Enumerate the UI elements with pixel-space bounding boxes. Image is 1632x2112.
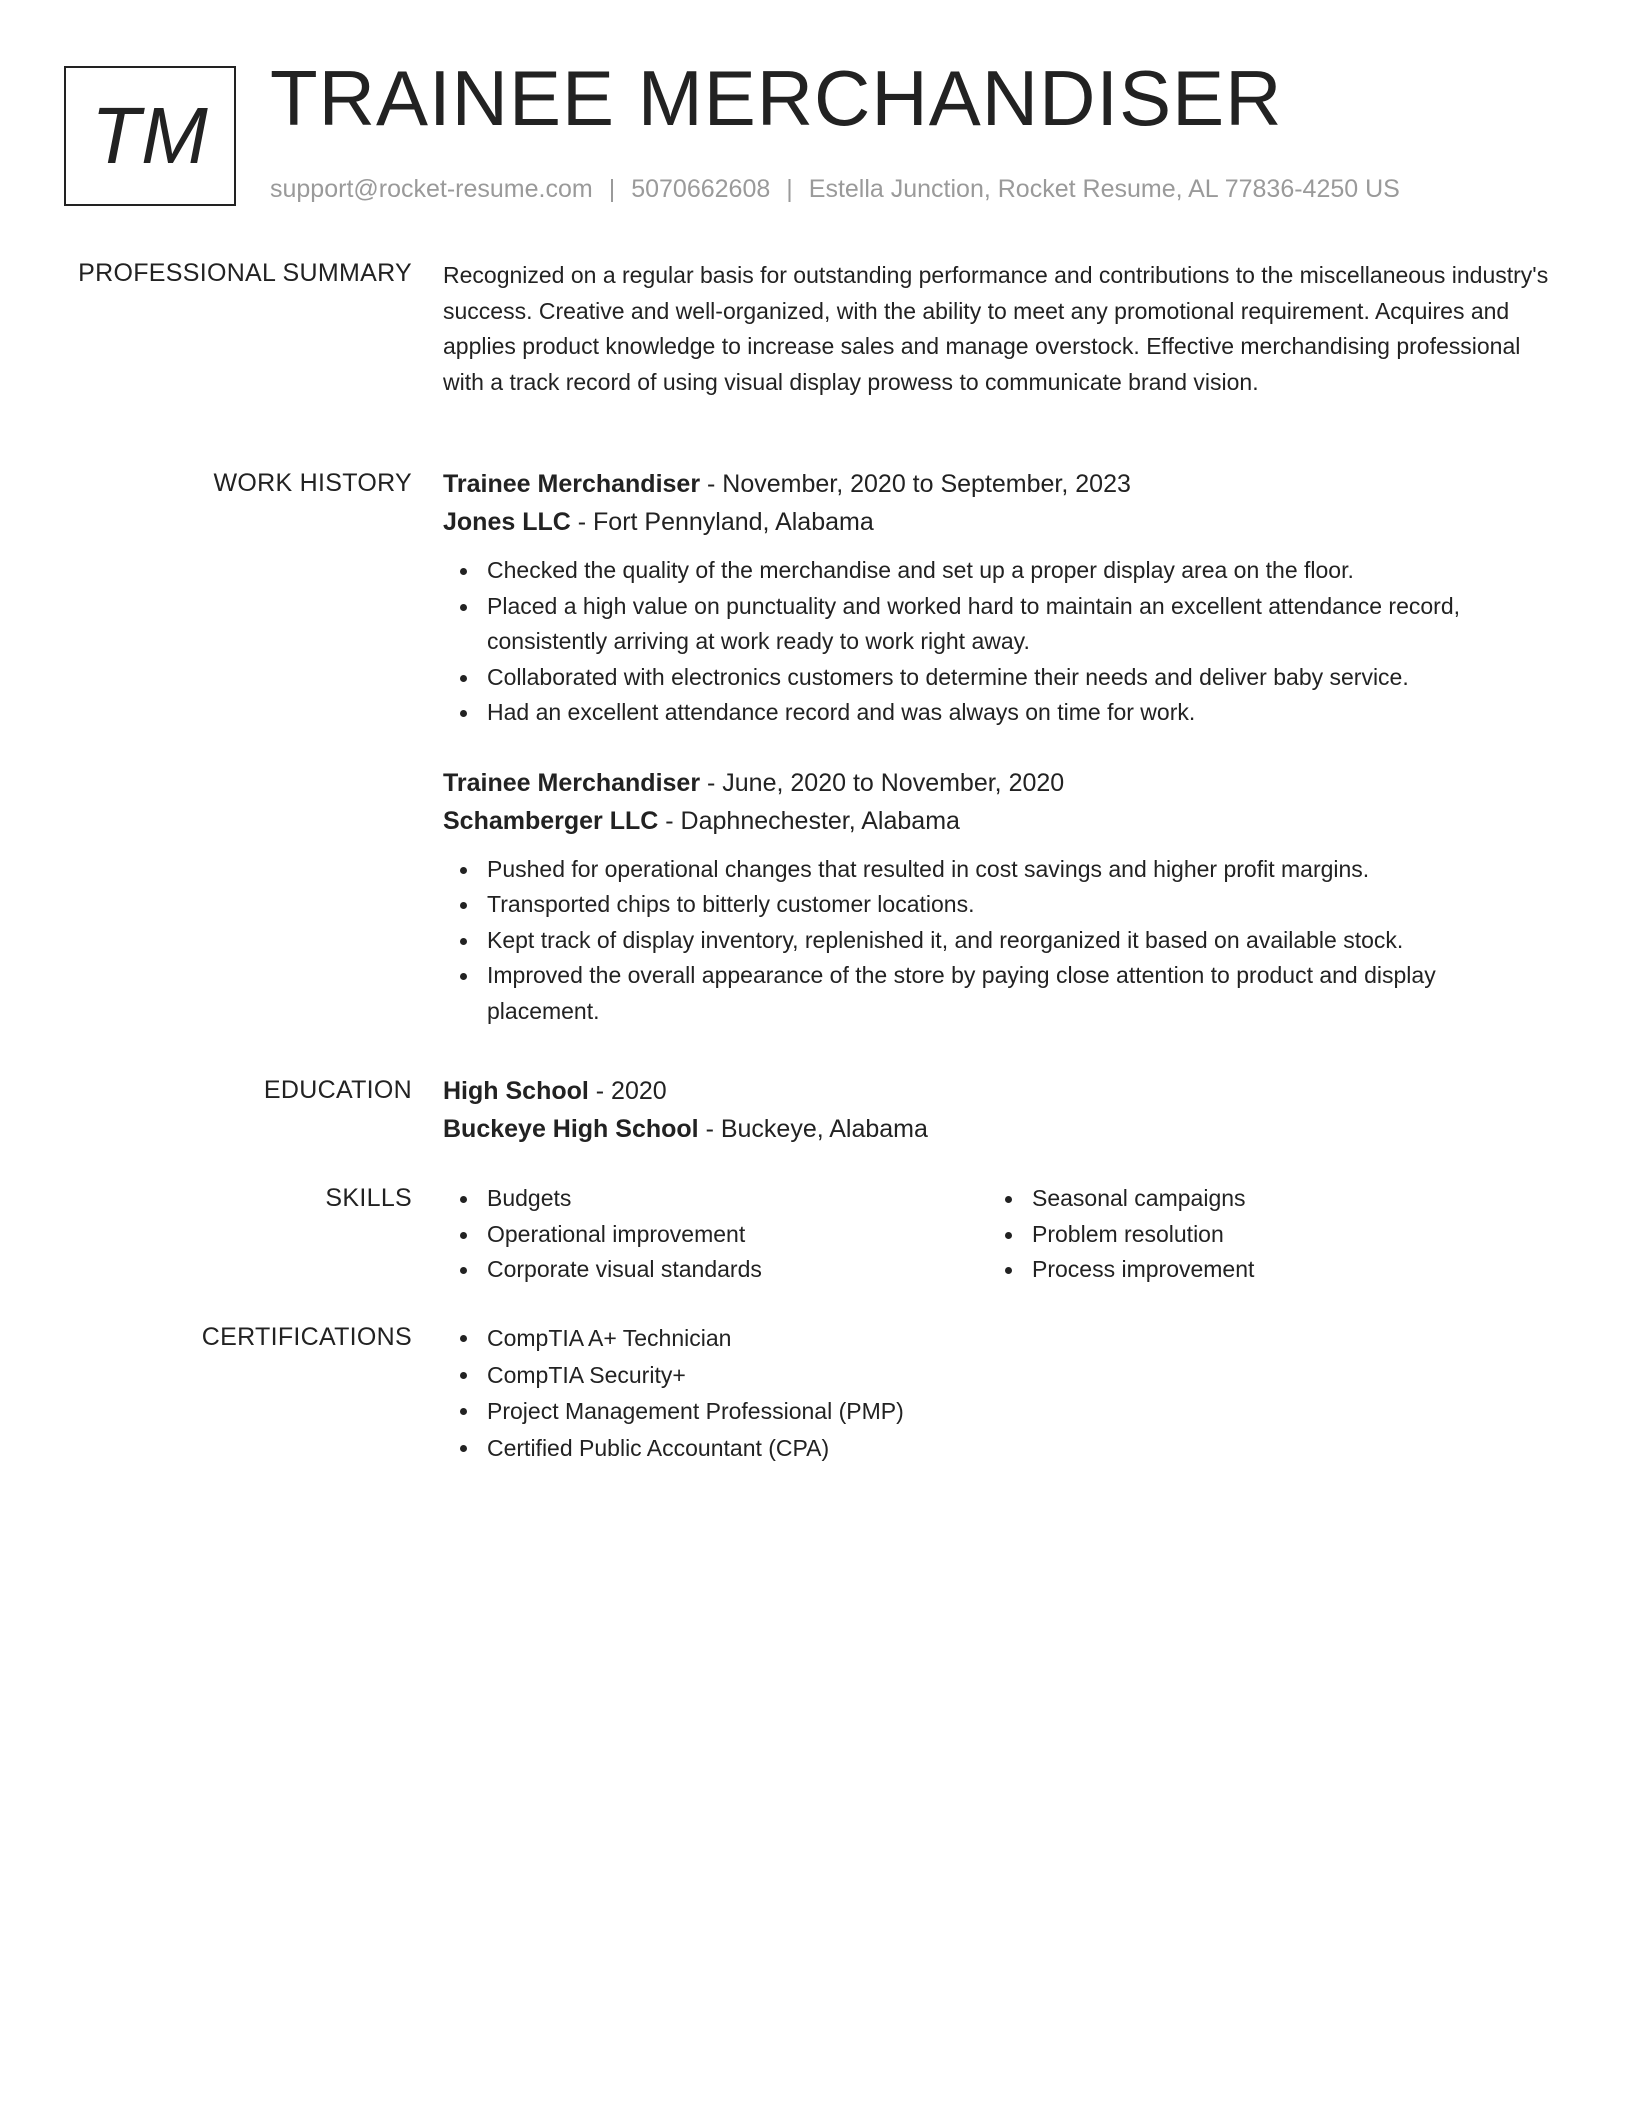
contact-address: Estella Junction, Rocket Resume, AL 77836-4250 US [808, 175, 1400, 203]
summary-body [443, 258, 1553, 400]
section-title-summary: PROFESSIONAL SUMMARY [78, 259, 412, 287]
job-role: Trainee Merchandiser [443, 768, 701, 797]
skill-item: Problem resolution [1032, 1217, 1533, 1253]
education-school: Buckeye High School [443, 1115, 699, 1143]
job-bullet: Kept track of display inventory, replenished it, and reorganized it based on available stock. [487, 923, 1553, 959]
skills-list-right [988, 1181, 1533, 1288]
job-location: - Fort Pennyland, Alabama [570, 508, 874, 536]
job-bullet: Pushed for operational changes that resulted in cost savings and higher profit margins. [487, 852, 1553, 888]
section-title-certifications: CERTIFICATIONS [201, 1323, 412, 1351]
skills-column-right [988, 1181, 1533, 1288]
education-location: - Buckeye, Alabama [698, 1115, 928, 1143]
job-company-line [443, 503, 1553, 541]
skill-item: Seasonal campaigns [1032, 1181, 1533, 1217]
job-company: Jones LLC [443, 508, 571, 536]
skill-item: Process improvement [1032, 1252, 1533, 1288]
job-role-line [443, 465, 1553, 503]
contact-separator: | [608, 175, 616, 203]
skill-item: Corporate visual standards [487, 1252, 988, 1288]
education-degree: High School [443, 1077, 589, 1105]
resume-name: TRAINEE MERCHANDISER [270, 54, 1283, 142]
job-bullet: Improved the overall appearance of the store by paying close attention to product and display placement. [487, 958, 1553, 1029]
education-body [443, 1072, 1553, 1148]
contact-email[interactable]: support@rocket-resume.com [270, 175, 593, 203]
monogram-box [64, 66, 236, 206]
certification-item: CompTIA Security+ [487, 1357, 1553, 1394]
summary-text: Recognized on a regular basis for outstanding performance and contributions to the miscellaneous industry's success. Creative and well-organized, with the ability to meet any promotional requirement. Acquires and applies product knowledge to increase sales and manage overstock. Effective merchandising professional with a track record of using visual display prowess to communicate brand vision. [443, 262, 1549, 395]
job-bullet: Checked the quality of the merchandise and set up a proper display area on the floor. [487, 553, 1553, 589]
certification-item: Project Management Professional (PMP) [487, 1393, 1553, 1430]
skills-list-left [443, 1181, 988, 1288]
certification-item: CompTIA A+ Technician [487, 1320, 1553, 1357]
job-company-line [443, 802, 1553, 840]
section-title-skills: SKILLS [325, 1184, 412, 1212]
certifications-body [443, 1320, 1553, 1466]
skill-item: Budgets [487, 1181, 988, 1217]
skills-column-left [443, 1181, 988, 1288]
job-bullet: Collaborated with electronics customers to determine their needs and deliver baby service. [487, 660, 1553, 696]
job-dates: - November, 2020 to September, 2023 [700, 470, 1131, 498]
job-bullet: Placed a high value on punctuality and worked hard to maintain an excellent attendance record, consistently arriving at work ready to work right away. [487, 589, 1553, 660]
skills-body [443, 1181, 1553, 1288]
education-degree-line [443, 1072, 1553, 1110]
education-school-line [443, 1110, 1553, 1148]
job-role-line [443, 764, 1553, 802]
skills-grid [443, 1181, 1553, 1288]
job-entry [443, 764, 1553, 1030]
job-bullet-list [443, 553, 1553, 731]
job-entry [443, 465, 1553, 731]
job-company: Schamberger LLC [443, 806, 659, 835]
job-role: Trainee Merchandiser [443, 470, 701, 498]
contact-line [270, 174, 1400, 204]
certification-item: Certified Public Accountant (CPA) [487, 1430, 1553, 1467]
work-history-body [443, 465, 1553, 1029]
job-bullet-list [443, 852, 1553, 1030]
section-title-education: EDUCATION [263, 1076, 412, 1104]
job-bullet: Had an excellent attendance record and was always on time for work. [487, 695, 1553, 731]
job-dates: - June, 2020 to November, 2020 [700, 768, 1065, 797]
monogram-initials: TM [91, 91, 209, 180]
contact-phone[interactable]: 5070662608 [631, 175, 771, 203]
job-location: - Daphnechester, Alabama [658, 806, 960, 835]
education-year: - 2020 [588, 1077, 667, 1105]
certifications-list [443, 1320, 1553, 1466]
section-title-work-history: WORK HISTORY [213, 469, 412, 497]
job-bullet: Transported chips to bitterly customer locations. [487, 887, 1553, 923]
contact-separator: | [786, 175, 793, 203]
skill-item: Operational improvement [487, 1217, 988, 1253]
